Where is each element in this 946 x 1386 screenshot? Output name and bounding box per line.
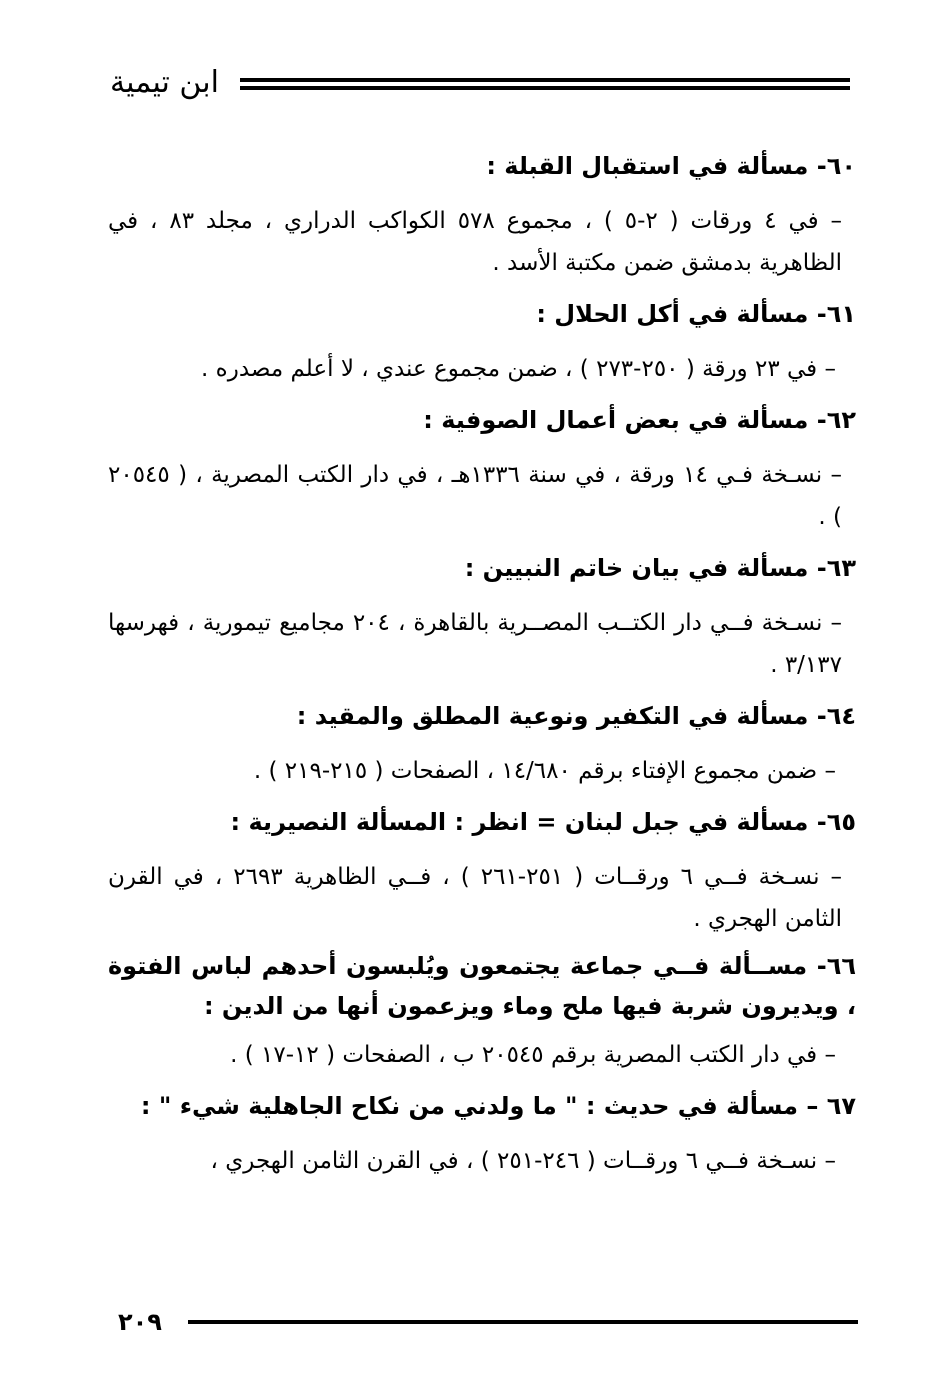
entry-title-60: ٦٠- مسألة في استقبال القبلة : xyxy=(486,152,856,180)
entry-title-65: ٦٥- مسألة في جبل لبنان = انظر : المسألة النصيرية : xyxy=(230,808,856,836)
page-number: ٢٠٩ xyxy=(118,1308,162,1336)
entry-body-66: – في دار الكتب المصرية برقم ٢٠٥٤٥ ب ، الصفحات ( ١٢-١٧ ) . xyxy=(230,1042,836,1068)
running-header xyxy=(110,58,850,108)
header-double-rule xyxy=(240,78,850,90)
entry-body-61: – في ٢٣ ورقة ( ٢٥٠-٢٧٣ ) ، ضمن مجموع عندي ، لا أعلم مصدره . xyxy=(201,356,836,382)
entry-body-63: – نسـخة فــي دار الكتــب المصــرية بالقاهرة ، ٢٠٤ مجاميع تيمورية ، فهرسها ٣/١٣٧ . xyxy=(108,610,842,678)
footer-rule xyxy=(188,1320,858,1324)
running-header-title: ابن تيمية xyxy=(110,65,219,100)
entry-title-62: ٦٢- مسألة في بعض أعمال الصوفية : xyxy=(423,406,856,434)
entry-title-64: ٦٤- مسألة في التكفير ونوعية المطلق والمقيد : xyxy=(296,702,856,730)
entry-body-64: – ضمن مجموع الإفتاء برقم ١٤/٦٨٠ ، الصفحات ( ٢١٥-٢١٩ ) . xyxy=(253,758,836,784)
page-content xyxy=(108,140,856,1186)
entry-title-63: ٦٣- مسألة في بيان خاتم النبيين : xyxy=(464,554,856,582)
page-footer xyxy=(118,1306,858,1346)
entry-body-67: – نسـخة فــي ٦ ورقــات ( ٢٤٦-٢٥١ ) ، في القرن الثامن الهجري ، xyxy=(210,1148,836,1174)
entry-title-66: ٦٦- مســألة فــي جماعة يجتمعون ويُلبسون أحدهم لباس الفتوة ، ويديرون شربة فيها ملح وماء ويزعمون أنها من الدين : xyxy=(108,952,856,1020)
entry-title-67: ٦٧ – مسألة في حديث : " ما ولدني من نكاح الجاهلية شيء " : xyxy=(140,1092,856,1120)
entry-title-61: ٦١- مسألة في أكل الحلال : xyxy=(536,300,856,328)
entry-body-65: – نسـخة فــي ٦ ورقــات ( ٢٥١-٢٦١ ) ، فــي الظاهرية ٢٦٩٣ ، في القرن الثامن الهجري . xyxy=(108,864,842,932)
entry-body-60: – في ٤ ورقات ( ٢-٥ ) ، مجموع ٥٧٨ الكواكب الدراري ، مجلد ٨٣ ، في الظاهرية بدمشق ضمن مكتبة الأسد . xyxy=(108,208,842,276)
entry-body-62: – نسـخة فـي ١٤ ورقة ، في سنة ١٣٣٦هـ ، في دار الكتب المصرية ، ( ٢٠٥٤٥ ) . xyxy=(108,462,842,530)
